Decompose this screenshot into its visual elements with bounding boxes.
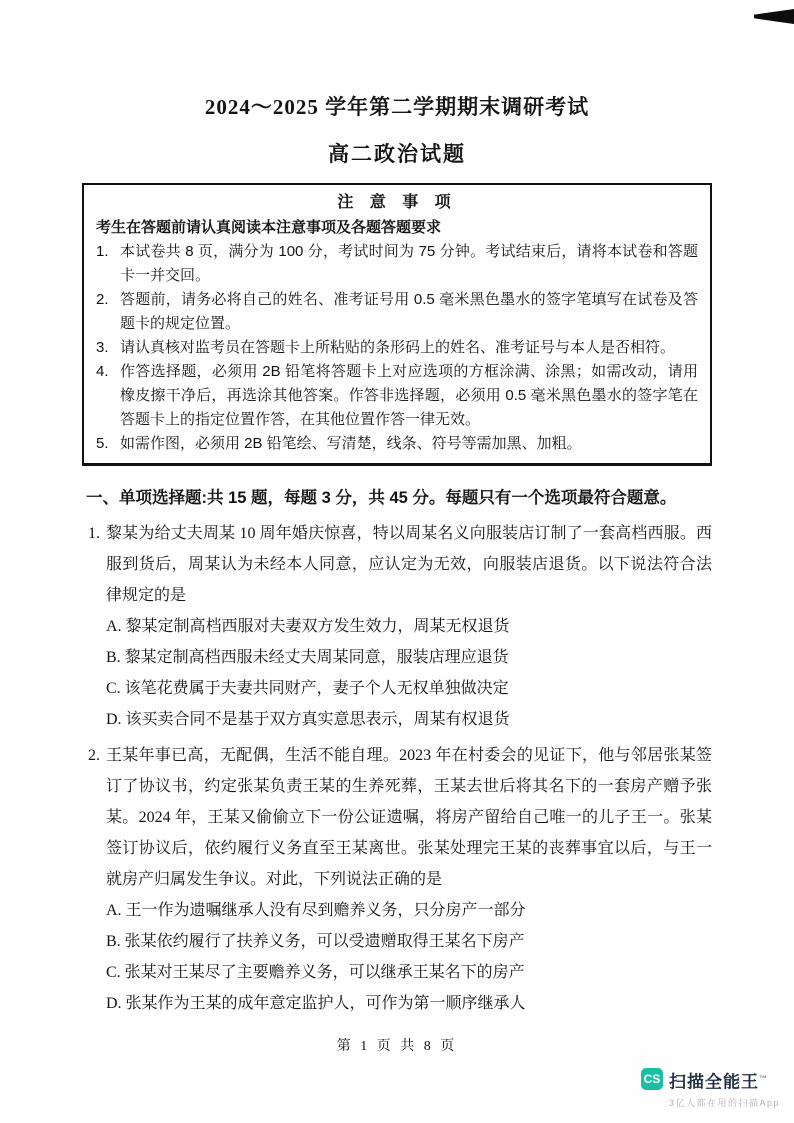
- page-footer: 第 1 页 共 8 页: [336, 1039, 458, 1054]
- exam-session-title: 2024～2025 学年第二学期期末调研考试: [204, 95, 590, 119]
- notice-item-text: 如需作图，必须用 2B 铅笔绘、写清楚，线条、符号等需加黑、加粗。: [120, 435, 582, 452]
- notice-item-3: [96, 336, 698, 360]
- notice-item-1: [96, 240, 698, 288]
- question-stem-text: 黎某为给丈夫周某 10 周年婚庆惊喜，特以周某名义向服装店订制了一套高档西服。西服到货后，周某认为未经本人同意，应认定为无效，向服装店退货。以下说法符合法律规定的是: [106, 525, 712, 604]
- question-1-options: [88, 611, 712, 735]
- notice-item-text: 作答选择题，必须用 2B 铅笔将答题卡上对应选项的方框涂满、涂黑；如需改动，请用橡皮擦干净后，再选涂其他答案。作答非选择题，必须用 0.5 毫米黑色墨水的签字笔在答题卡上的指定位置作答，在其他位置作答一律无效。: [120, 363, 698, 428]
- notice-item-text: 答题前，请务必将自己的姓名、准考证号用 0.5 毫米黑色墨水的签字笔填写在试卷及答题卡的规定位置。: [120, 291, 698, 332]
- question-2-stem: [88, 740, 712, 895]
- notice-item-number: 2.: [96, 291, 109, 308]
- option-b: B. 黎某定制高档西服未经丈夫周某同意，服装店理应退货: [106, 649, 509, 666]
- notice-box: [82, 183, 712, 466]
- notice-item-number: 3.: [96, 339, 109, 356]
- option-a: A. 黎某定制高档西服对夫妻双方发生效力，周某无权退货: [106, 618, 510, 635]
- question-number: 1.: [88, 525, 100, 542]
- notice-item-5: [96, 432, 698, 456]
- camscanner-icon-initials: CS: [643, 1072, 661, 1087]
- exam-subject-title: 高二政治试题: [328, 142, 466, 166]
- trademark-symbol: ™: [758, 1074, 768, 1084]
- notice-item-4: [96, 360, 698, 432]
- camscanner-icon: [641, 1068, 663, 1090]
- option-b: B. 张某依约履行了扶养义务，可以受遗赠取得王某名下房产: [106, 933, 525, 950]
- notice-item-text: 本试卷共 8 页，满分为 100 分，考试时间为 75 分钟。考试结束后，请将本试卷和答题卡一并交回。: [120, 243, 698, 284]
- option-a: A. 王一作为遗嘱继承人没有尽到赡养义务，只分房产一部分: [106, 902, 526, 919]
- question-number: 2.: [88, 747, 100, 764]
- notice-subtitle: 考生在答题前请认真阅读本注意事项及各题答题要求: [96, 219, 442, 236]
- question-2: [82, 740, 712, 1019]
- camscanner-tagline: 3亿人都在用的扫描App: [668, 1098, 780, 1108]
- notice-item-number: 5.: [96, 435, 109, 452]
- camscanner-brand-name: [669, 1067, 780, 1094]
- camscanner-watermark: [641, 1067, 780, 1109]
- section-heading: 一、单项选择题:共 15 题，每题 3 分，共 45 分。每题只有一个选项最符合题意。: [86, 489, 677, 507]
- camscanner-text: [669, 1067, 780, 1109]
- notice-item-text: 请认真核对监考员在答题卡上所粘贴的条形码上的姓名、准考证号与本人是否相符。: [120, 339, 676, 356]
- option-c: C. 该笔花费属于夫妻共同财产，妻子个人无权单独做决定: [106, 680, 509, 697]
- notice-item-number: 1.: [96, 243, 109, 260]
- option-d: D. 张某作为王某的成年意定监护人，可作为第一顺序继承人: [106, 995, 526, 1012]
- question-1-stem: [88, 518, 712, 611]
- brand-name-text: 扫描全能王: [668, 1073, 759, 1092]
- option-d: D. 该买卖合同不是基于双方真实意思表示，周某有权退货: [106, 711, 510, 728]
- question-1: [82, 518, 712, 735]
- question-stem-text: 王某年事已高，无配偶，生活不能自理。2023 年在村委会的见证下，他与邻居张某签订了协议书，约定张某负责王某的生养死葬，王某去世后将其名下的一套房产赠予张某。2024 年，王某又偷偷立下一份公证遗嘱，将房产留给自己唯一的儿子王一。张某签订协议后，依约履行义务直至王某离世。张某处理完王某的丧葬事宜以后，与王一就房产归属发生争议。对此，下列说法正确的是: [106, 747, 712, 888]
- question-2-options: [88, 895, 712, 1019]
- notice-item-2: [96, 288, 698, 336]
- notice-title: 注 意 事 项: [337, 194, 457, 211]
- option-c: C. 张某对王某尽了主要赡养义务，可以继承王某名下的房产: [106, 964, 525, 981]
- notice-item-number: 4.: [96, 363, 109, 380]
